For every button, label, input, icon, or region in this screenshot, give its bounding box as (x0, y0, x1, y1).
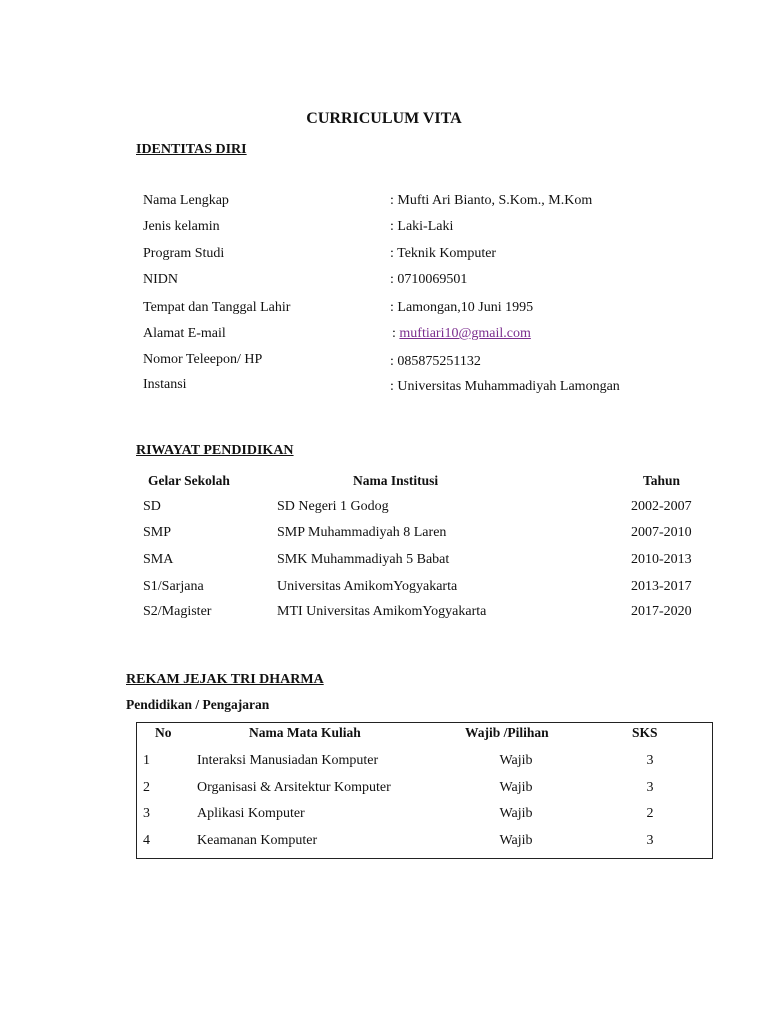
pendidikan-tahun: 2002-2007 (631, 499, 692, 514)
pendidikan-heading: RIWAYAT PENDIDIKAN (136, 443, 294, 458)
pendidikan-gelar: SMA (143, 552, 174, 567)
pengajaran-mata-kuliah: Aplikasi Komputer (197, 806, 305, 821)
pengajaran-header-sks: SKS (632, 725, 658, 740)
pendidikan-header-gelar: Gelar Sekolah (148, 473, 230, 488)
pendidikan-institusi: SD Negeri 1 Godog (277, 499, 389, 514)
label-nidn: NIDN (143, 272, 178, 287)
pengajaran-sks: 3 (646, 780, 654, 795)
pendidikan-institusi: Universitas AmikomYogyakarta (277, 579, 458, 594)
pendidikan-institusi: SMK Muhammadiyah 5 Babat (277, 552, 450, 567)
pendidikan-gelar: S1/Sarjana (143, 579, 204, 594)
pengajaran-header-wajib-pilihan: Wajib /Pilihan (465, 725, 549, 740)
pengajaran-wajib-pilihan: Wajib (499, 806, 533, 821)
identitas-heading: IDENTITAS DIRI (136, 142, 247, 157)
pengajaran-wajib-pilihan: Wajib (499, 780, 533, 795)
pengajaran-sks: 2 (646, 806, 654, 821)
email-link[interactable]: muftiari10@gmail.com (399, 326, 531, 341)
pendidikan-tahun: 2013-2017 (631, 579, 692, 594)
label-telepon: Nomor Teleepon/ HP (143, 352, 263, 367)
pengajaran-no: 2 (143, 780, 150, 795)
value-ttl: : Lamongan,10 Juni 1995 (390, 300, 534, 315)
value-program-studi: : Teknik Komputer (390, 246, 497, 261)
pendidikan-gelar: S2/Magister (143, 604, 212, 619)
document-title: CURRICULUM VITA (306, 110, 462, 127)
pendidikan-institusi: MTI Universitas AmikomYogyakarta (277, 604, 487, 619)
label-jenis-kelamin: Jenis kelamin (143, 219, 220, 234)
pengajaran-subheading: Pendidikan / Pengajaran (126, 697, 270, 712)
rekam-heading: REKAM JEJAK TRI DHARMA (126, 672, 324, 687)
pengajaran-sks: 3 (646, 833, 654, 848)
pendidikan-tahun: 2010-2013 (631, 552, 692, 567)
label-instansi: Instansi (143, 377, 187, 392)
pendidikan-gelar: SD (143, 499, 161, 514)
pendidikan-institusi: SMP Muhammadiyah 8 Laren (277, 525, 447, 540)
pengajaran-header-mata-kuliah: Nama Mata Kuliah (249, 725, 361, 740)
label-nama: Nama Lengkap (143, 193, 229, 208)
pengajaran-header-no: No (155, 725, 172, 740)
value-email-row (392, 326, 531, 342)
email-colon: : (392, 326, 396, 341)
pengajaran-wajib-pilihan: Wajib (499, 753, 533, 768)
pendidikan-tahun: 2017-2020 (631, 604, 692, 619)
value-jenis-kelamin: : Laki-Laki (390, 219, 454, 234)
label-program-studi: Program Studi (143, 246, 225, 261)
value-telepon: : 085875251132 (390, 354, 481, 369)
pendidikan-header-institusi: Nama Institusi (353, 473, 439, 488)
pengajaran-wajib-pilihan: Wajib (499, 833, 533, 848)
value-nama: : Mufti Ari Bianto, S.Kom., M.Kom (390, 193, 593, 208)
pendidikan-tahun: 2007-2010 (631, 525, 692, 540)
pengajaran-no: 4 (143, 833, 150, 848)
pengajaran-no: 3 (143, 806, 150, 821)
label-email: Alamat E-mail (143, 326, 226, 341)
pengajaran-mata-kuliah: Interaksi Manusiadan Komputer (197, 753, 379, 768)
label-ttl: Tempat dan Tanggal Lahir (143, 300, 291, 315)
pengajaran-sks: 3 (646, 753, 654, 768)
pendidikan-header-tahun: Tahun (643, 473, 681, 488)
pengajaran-mata-kuliah: Organisasi & Arsitektur Komputer (197, 780, 391, 795)
value-nidn: : 0710069501 (390, 272, 468, 287)
pengajaran-no: 1 (143, 753, 150, 768)
pengajaran-mata-kuliah: Keamanan Komputer (197, 833, 318, 848)
value-instansi: : Universitas Muhammadiyah Lamongan (390, 379, 620, 394)
pendidikan-gelar: SMP (143, 525, 172, 540)
